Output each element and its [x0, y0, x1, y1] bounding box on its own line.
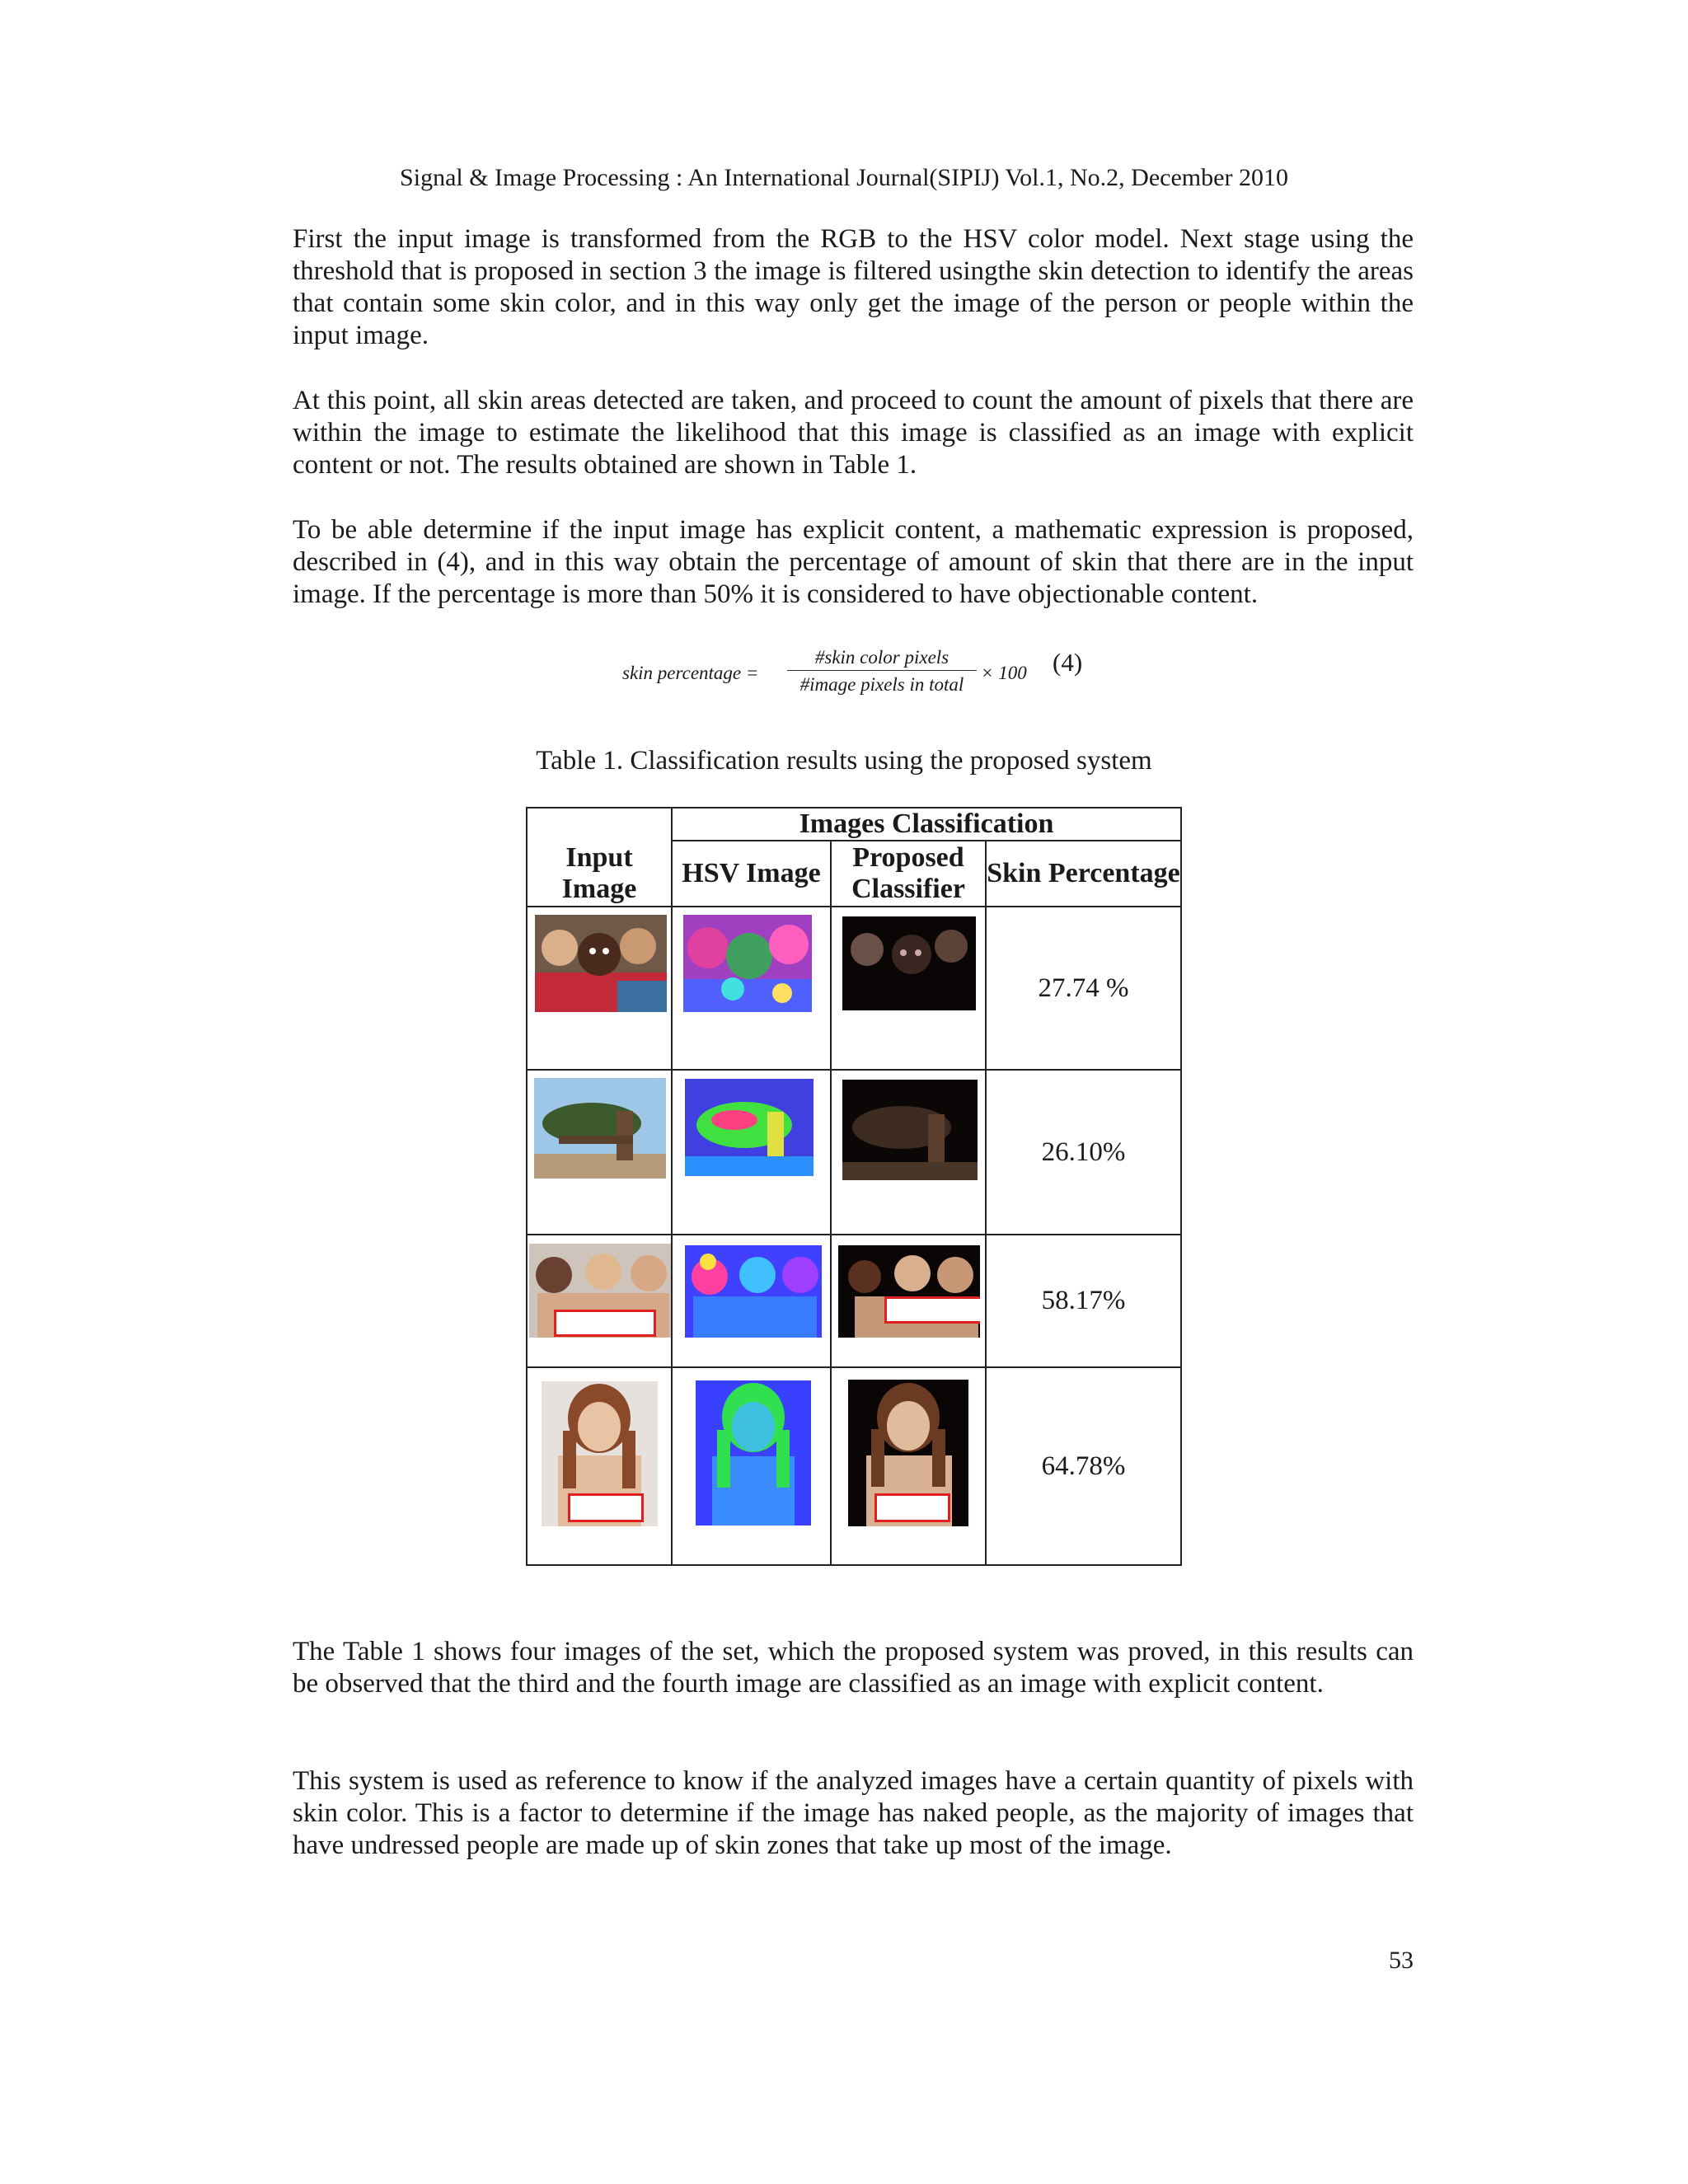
- censor-box: [874, 1493, 950, 1522]
- skin-percentage-cell: 64.78%: [986, 1367, 1181, 1565]
- skin-percentage-cell: 58.17%: [986, 1235, 1181, 1367]
- censor-box: [568, 1493, 644, 1522]
- input-image-cell: [527, 1367, 672, 1565]
- classifier-image-children: [842, 916, 976, 1010]
- running-header: Signal & Image Processing : An International Journal(SIPIJ) Vol.1, No.2, December 2010: [400, 164, 1288, 191]
- hsv-image-cell: [672, 907, 831, 1070]
- page-number: 53: [1389, 1947, 1414, 1974]
- input-image-children: [535, 915, 667, 1012]
- hsv-image-cell: [672, 1070, 831, 1235]
- equation-lhs: skin percentage =: [622, 663, 759, 683]
- header-images-classification: Images Classification: [672, 808, 1181, 841]
- censor-box: [554, 1310, 656, 1337]
- skin-percentage-cell: 26.10%: [986, 1070, 1181, 1235]
- classification-results-table: [526, 807, 1182, 1566]
- paragraph-system-reference: This system is used as reference to know if the analyzed images have a certain quantity of pixels with skin color. This is a factor to determine if the image has naked people, as the majority of images that have undressed people are made up of skin zones that take up most of the image.: [293, 1766, 1414, 1860]
- table-row: [527, 907, 1181, 1070]
- table-row: [527, 1367, 1181, 1565]
- hsv-image-tree: [685, 1079, 814, 1176]
- input-image-group: [529, 1244, 671, 1338]
- equation-numerator: #skin color pixels: [814, 647, 950, 668]
- header-proposed-classifier: Proposed Classifier: [831, 841, 986, 907]
- equation-denominator: #image pixels in total: [799, 674, 964, 695]
- hsv-image-portrait: [696, 1380, 811, 1526]
- paragraph-math-expression: To be able determine if the input image has explicit content, a mathematic expression is proposed, described in (4), and in this way obtain the percentage of amount of skin that there are in the input image. If the percentage is more than 50% it is considered to have objectionable content.: [293, 515, 1414, 609]
- censor-box: [884, 1296, 980, 1324]
- input-image-portrait: [542, 1381, 658, 1526]
- paragraph-hsv-transform: First the input image is transformed from the RGB to the HSV color model. Next stage using the threshold that is proposed in section 3 the image is filtered usingthe skin detection to identify the areas that contain some skin color, and in this way only get the image of the person or people within the input image.: [293, 224, 1414, 350]
- table-caption: Table 1. Classification results using the proposed system: [536, 746, 1152, 776]
- input-image-cell: [527, 1070, 672, 1235]
- equation-number: (4): [1053, 648, 1083, 677]
- classifier-image-cell: [831, 1367, 986, 1565]
- table-row: [527, 1070, 1181, 1235]
- hsv-image-cell: [672, 1235, 831, 1367]
- classifier-image-cell: [831, 1235, 986, 1367]
- header-input-image: Input Image: [527, 808, 672, 907]
- classifier-image-group: [838, 1245, 980, 1338]
- classifier-image-cell: [831, 1070, 986, 1235]
- hsv-image-cell: [672, 1367, 831, 1565]
- input-image-cell: [527, 907, 672, 1070]
- skin-percentage-cell: 27.74 %: [986, 907, 1181, 1070]
- input-image-tree: [534, 1078, 666, 1179]
- fraction-bar: [787, 670, 977, 671]
- equation-fraction: [787, 646, 977, 696]
- classifier-image-cell: [831, 907, 986, 1070]
- header-hsv-image: HSV Image: [672, 841, 831, 907]
- header-skin-percentage: Skin Percentage: [986, 841, 1181, 907]
- paragraph-table-discussion: The Table 1 shows four images of the set, which the proposed system was proved, in this results can be observed that the third and the fourth image are classified as an image with explicit content.: [293, 1637, 1414, 1699]
- hsv-image-children: [683, 915, 812, 1012]
- hsv-image-group: [685, 1245, 822, 1338]
- classifier-image-portrait: [848, 1380, 968, 1526]
- equation-multiplier: × 100: [981, 663, 1027, 683]
- input-image-cell: [527, 1235, 672, 1367]
- paragraph-pixel-count: At this point, all skin areas detected are taken, and proceed to count the amount of pixels that there are within the image to estimate the likelihood that this image is classified as an image with explicit content or not. The results obtained are shown in Table 1.: [293, 386, 1414, 480]
- table-row: [527, 1235, 1181, 1367]
- classifier-image-tree: [842, 1080, 978, 1180]
- equation-skin-percentage: [622, 646, 1117, 704]
